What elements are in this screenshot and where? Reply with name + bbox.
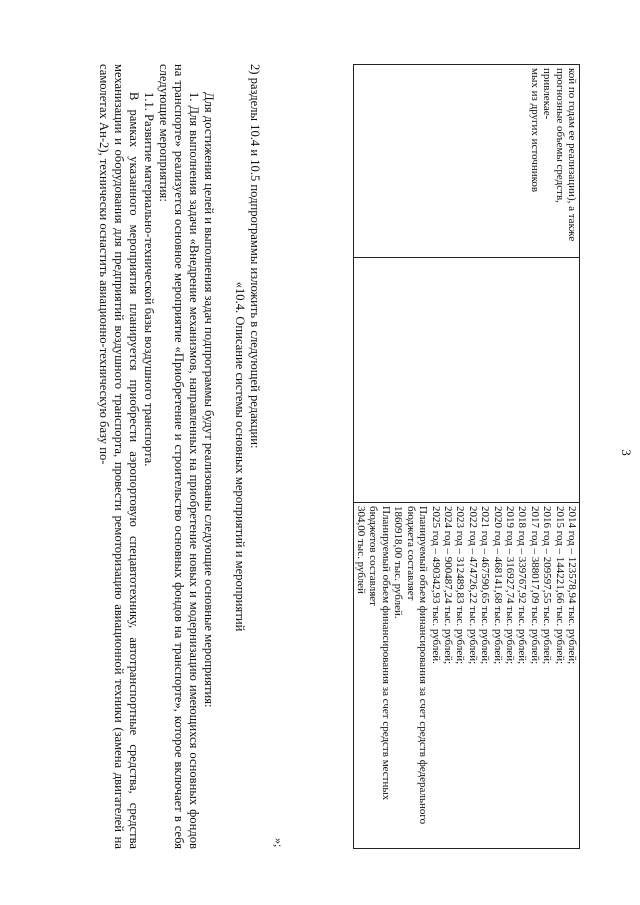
- paragraph: 1.1. Развитие материально-технической базы воздушного транспорта.: [142, 92, 156, 467]
- funding-year-line: 2023 год – 312489,83 тыс. рублей;: [454, 506, 467, 665]
- federal-budget-line: Планируемый объем финансирования за счет средств федерального бюджета составляет: [404, 506, 430, 825]
- funding-year-line: 2016 год – 209597,55 тыс. рублей;: [541, 506, 554, 665]
- funding-year-line: 2022 год – 474726,22 тыс. рублей;: [466, 506, 479, 665]
- label-line: мых из других источников: [528, 68, 541, 193]
- funding-year-line: 2015 год – 144221,66 тыс. рублей;: [553, 506, 566, 665]
- page-number: 3: [619, 449, 634, 456]
- funding-year-line: 2017 год – 388017,09 тыс. рублей;: [528, 506, 541, 665]
- table-row: [353, 65, 579, 849]
- local-budget-amount: 304,00 тыс. рублей: [355, 506, 368, 594]
- funding-year-line: 2019 год – 316927,74 тыс. рублей;: [503, 506, 516, 665]
- paragraph: В рамках указанного мероприятия планируется приобрести аэропортовую спецавтотехнику, автотранспортные средства, средства механизации и оборудования для предприятий воздушного транспорта, провести ремоторизацию авиационной техники (замена двигателей на самолетах Ан-2), технически оснастить авиационно-техническую базу по-: [97, 64, 141, 849]
- body-text: [96, 64, 262, 849]
- spacer: [216, 64, 232, 849]
- funding-year-line: 2021 год – 467590,65 тыс. рублей;: [479, 506, 492, 665]
- program-info-table: [353, 64, 580, 849]
- funding-year-line: 2020 год – 468141,68 тыс. рублей;: [491, 506, 504, 665]
- funding-year-line: 2025 год – 490342,93 тыс. рублей.: [429, 506, 442, 664]
- paragraph: Для достижения целей и выполнения задач подпрограммы будут реализованы следующие основные мероприятия:: [202, 92, 216, 708]
- closing-quote-mark: »;: [272, 838, 286, 848]
- funding-year-line: 2018 год – 339767,92 тыс. рублей;: [516, 506, 529, 665]
- funding-year-line: 2014 год – 123578,94 тыс. рублей;: [566, 506, 578, 665]
- funding-year-line: 2024 год – 900487,24 тыс. рублей;: [441, 506, 454, 665]
- paragraph: 1. Для выполнения задачи «Внедрение механизмов, направленных на приобретение новых и модернизацию имеющихся основных фондов на транспорте» реализуется основное мероприятие «Приобретение и строительство основных фондов на транспорте», которое включает в себя следующие мероприятия:: [157, 64, 201, 849]
- label-line: кой по годам ее реализации), а также: [566, 68, 578, 242]
- federal-budget-amount: 1860918,00 тыс. рублей.: [392, 506, 405, 619]
- table-cell-empty: [353, 258, 579, 503]
- table-cell-values: [353, 503, 579, 849]
- table-cell-label: [353, 65, 579, 258]
- label-line: прогнозные объемы средств, привлекае-: [541, 68, 566, 203]
- item-2-paragraph: 2) разделы 10.4 и 10.5 подпрограммы изложить в следующей редакции:: [248, 64, 262, 449]
- local-budget-line: Планируемый объем финансирования за счет средств местных бюджетов составляет: [367, 506, 392, 801]
- section-title: «10.4. Описание системы основных мероприятий и мероприятий: [233, 281, 247, 632]
